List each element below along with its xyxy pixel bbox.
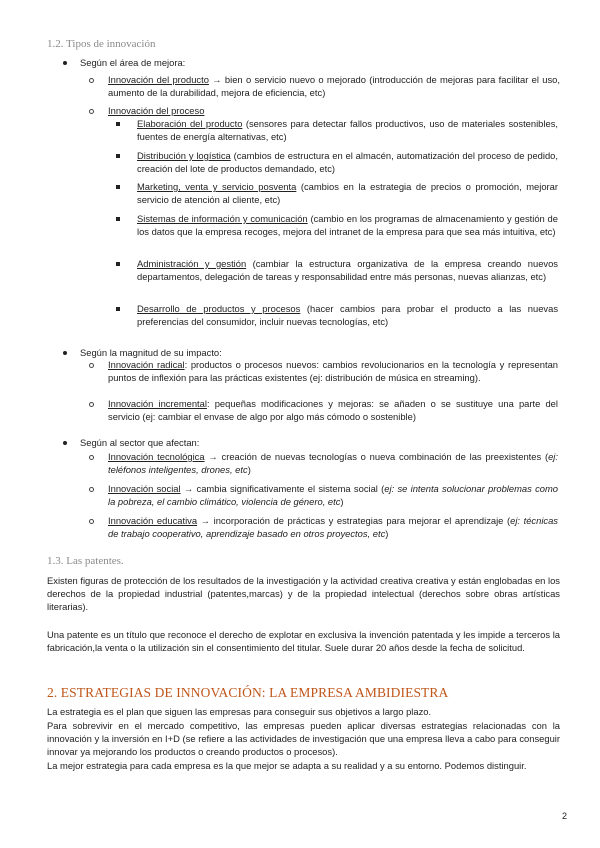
section-heading-estrategias: 2. ESTRATEGIAS DE INNOVACIÓN: LA EMPRESA AMBIDIESTRA bbox=[47, 685, 449, 700]
subitem-text bbox=[137, 302, 558, 328]
desc: (cambio en los programas de almacenamiento y gestión de los datos que la empresa recoges, mejora del intranet de la empresa para que sea más intuitiva, etc) bbox=[137, 213, 558, 238]
section-heading-patentes: 1.3. Las patentes. bbox=[47, 555, 124, 567]
circle-bullet-icon bbox=[89, 78, 94, 83]
item-proceso-text bbox=[108, 104, 560, 117]
desc-radical: : productos o procesos nuevos: cambios revolucionarios en la tecnología y representan puntos de inflexión para las prácticas existentes (ej: distribución de música en streaming). bbox=[108, 359, 558, 384]
paragraph-estrategias-3: La mejor estrategia para cada empresa es la que mejor se adapta a su realidad y a su entorno. Podemos distinguir. bbox=[47, 760, 527, 771]
term-proceso: Innovación del proceso bbox=[108, 105, 205, 116]
close-paren: ) bbox=[247, 464, 251, 476]
subitem-text bbox=[137, 212, 558, 238]
subitem-text bbox=[137, 257, 558, 283]
term-radical: Innovación radical bbox=[108, 359, 185, 370]
section-heading-tipos: 1.2. Tipos de innovación bbox=[47, 38, 156, 50]
term: Elaboración del producto bbox=[137, 118, 243, 129]
term-incremental: Innovación incremental bbox=[108, 398, 207, 409]
desc: (cambiar la estructura organizativa de la empresa creando nuevos departamentos, delegación de tareas y responsabilidad entre más personas, nuevas alianzas, etc) bbox=[137, 258, 558, 283]
paragraph-estrategias-1: La estrategia es el plan que siguen las empresas para conseguir sus objetivos a largo plazo. bbox=[47, 706, 432, 717]
square-bullet-icon bbox=[116, 185, 120, 189]
desc: (hacer cambios para probar el producto a las nuevas preferencias del consumidor, incluir nuevas tecnologías, etc) bbox=[137, 303, 559, 328]
circle-bullet-icon bbox=[89, 455, 94, 460]
circle-bullet-icon bbox=[89, 363, 94, 368]
item-tecnologica-text bbox=[108, 450, 558, 476]
item-radical-text bbox=[108, 358, 558, 384]
subitem-text bbox=[137, 149, 558, 175]
term: Distribución y logística bbox=[137, 150, 231, 161]
paragraph-patentes-2: Una patente es un título que reconoce el derecho de explotar en exclusiva la invención patentada y les impide a terceros la fabricación,la venta o la utilización sin el consentimiento del titular. Suele durar 20 años desde la fecha de solicitud. bbox=[47, 629, 560, 654]
close-paren: ) bbox=[385, 528, 389, 540]
term-educativa: Innovación educativa bbox=[108, 515, 198, 526]
example-social: ej: se intenta solucionar problemas como la pobreza, el cambio climático, violencia de género, etc bbox=[108, 483, 559, 508]
item-social-text bbox=[108, 482, 558, 508]
subitem-text bbox=[137, 180, 558, 206]
desc: (sensores para detectar fallos productivos, uso de materiales sostenibles, fuentes de energía alternativas, etc) bbox=[137, 118, 558, 143]
bullet-area-text: Según el área de mejora: bbox=[80, 57, 186, 68]
term: Desarrollo de productos y procesos bbox=[137, 303, 301, 314]
bullet-dot-icon bbox=[63, 61, 67, 65]
item-producto-text bbox=[108, 73, 560, 99]
desc-incremental: : pequeñas modificaciones y mejoras: se añaden o se sustituye una parte del servicio (ej: cambiar el envase de algo por algo más cómodo o sostenible) bbox=[108, 398, 558, 423]
item-incremental-text bbox=[108, 397, 558, 423]
desc: (cambios en la estrategia de precios o promoción, mejorar servicio de atención al cliente, etc) bbox=[137, 181, 559, 206]
circle-bullet-icon bbox=[89, 109, 94, 114]
example-educativa: ej: técnicas de trabajo cooperativo, aprendizaje basado en otros proyectos, etc bbox=[108, 515, 558, 540]
subitem-text bbox=[137, 117, 558, 143]
desc-producto: → bien o servicio nuevo o mejorado (introducción de mejoras para facilitar el uso, aumento de la durabilidad, mejora de eficiencia, etc) bbox=[108, 74, 560, 99]
square-bullet-icon bbox=[116, 217, 120, 221]
desc-social: → cambia significativamente el sistema social ( bbox=[180, 483, 385, 494]
bullet-magnitud-text: Según la magnitud de su impacto: bbox=[80, 347, 222, 358]
close-paren: ) bbox=[340, 496, 344, 508]
bullet-dot-icon bbox=[63, 351, 67, 355]
bullet-dot-icon bbox=[63, 441, 67, 445]
paragraph-patentes-1: Existen figuras de protección de los resultados de la investigación y la actividad creativa creativa y están englobadas en los derechos de la propiedad industrial (patentes,marcas) y de la propiedad intelectual (derechos sobre obras artísticas literarias). bbox=[47, 575, 560, 613]
page-number: 2 bbox=[561, 811, 567, 821]
square-bullet-icon bbox=[116, 262, 120, 266]
square-bullet-icon bbox=[116, 154, 120, 158]
paragraph-estrategias-2: Para sobrevivir en el mercado competitivo, las empresas pueden aplicar diversas estrategias relacionadas con la innovación y la inversión en I+D (se refiere a las actividades de investigación que una empresa lleva a cabo para conseguir innovar ya mejorando los productos o creando productos o procesos). bbox=[47, 720, 560, 758]
term: Marketing, venta y servicio posventa bbox=[137, 181, 297, 192]
square-bullet-icon bbox=[116, 307, 120, 311]
term-social: Innovación social bbox=[108, 483, 181, 494]
term-tecnologica: Innovación tecnológica bbox=[108, 451, 205, 462]
term-producto: Innovación del producto bbox=[108, 74, 209, 85]
item-educativa-text bbox=[108, 514, 558, 540]
desc: (cambios de estructura en el almacén, automatización del proceso de pedido, creación del lote de productos demandado, etc) bbox=[137, 150, 559, 175]
example-tecnologica: ej: teléfonos inteligentes, drones, etc bbox=[108, 451, 558, 476]
desc-educativa: → incorporación de prácticas y estrategias para mejorar el aprendizaje ( bbox=[197, 515, 511, 526]
square-bullet-icon bbox=[116, 122, 120, 126]
desc-tecnologica: → creación de nuevas tecnologías o nueva combinación de las preexistentes ( bbox=[204, 451, 549, 462]
term: Administración y gestión bbox=[137, 258, 247, 269]
bullet-sector-text: Según al sector que afectan: bbox=[80, 437, 200, 448]
circle-bullet-icon bbox=[89, 519, 94, 524]
term: Sistemas de información y comunicación bbox=[137, 213, 308, 224]
circle-bullet-icon bbox=[89, 487, 94, 492]
circle-bullet-icon bbox=[89, 402, 94, 407]
